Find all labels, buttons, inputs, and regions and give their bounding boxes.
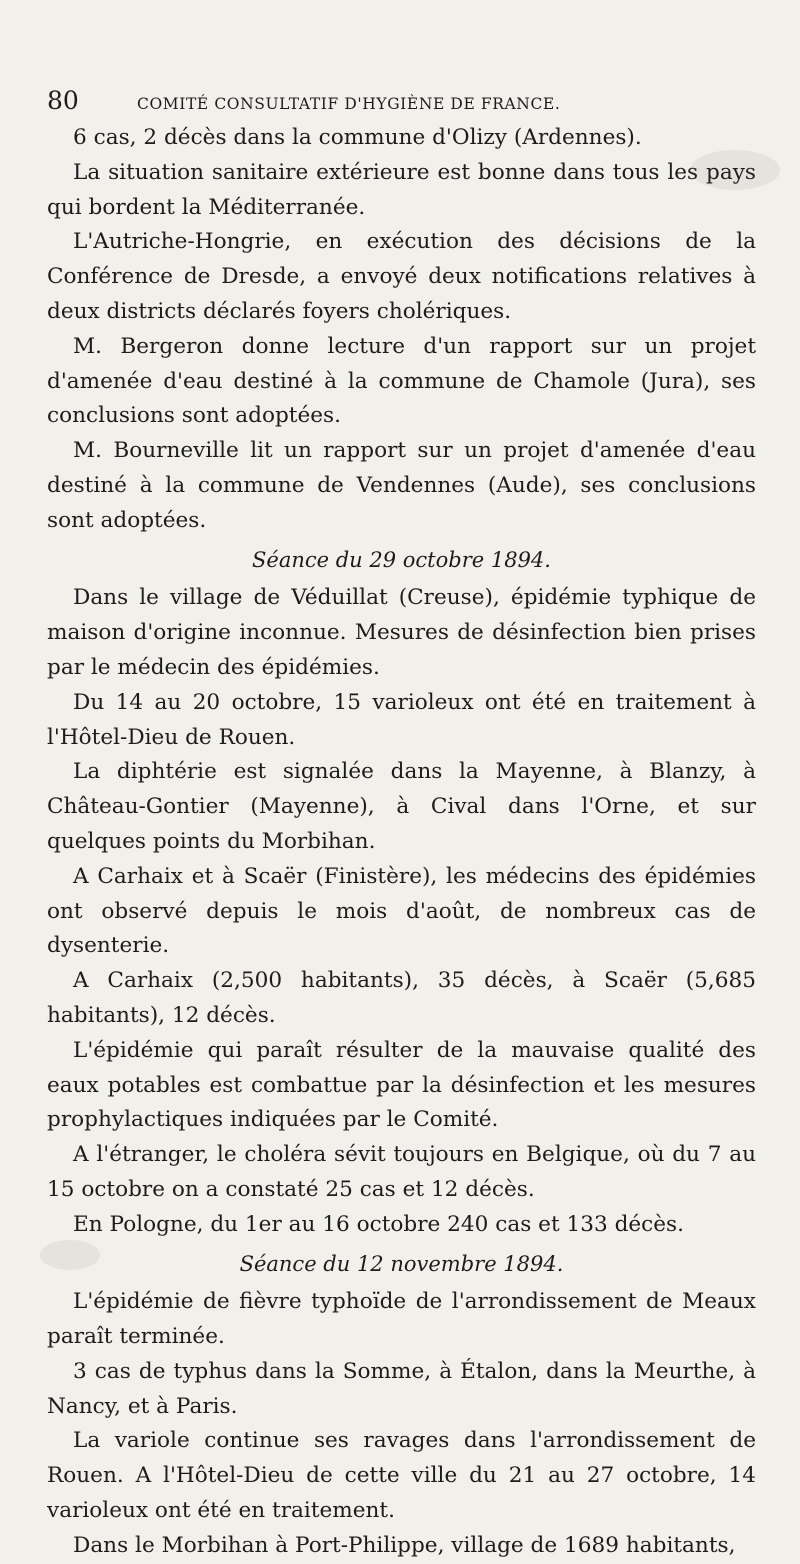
- paragraph: M. Bourneville lit un rapport sur un projet d'amenée d'eau destiné à la commune de Vendennes (Aude), ses conclusions sont adoptées.: [47, 438, 756, 533]
- paragraph: La diphtérie est signalée dans la Mayenne, à Blanzy, à Château-Gontier (Mayenne), à Cival dans l'Orne, et sur quelques points du Morbihan.: [47, 759, 756, 854]
- section-heading: Séance du 29 octobre 1894.: [252, 547, 551, 572]
- paragraph: L'Autriche-Hongrie, en exécution des décisions de la Conférence de Dresde, a envoyé deux notifications relatives à deux districts déclarés foyers cholériques.: [47, 229, 756, 324]
- paragraph: Dans le village de Véduillat (Creuse), épidémie typhique de maison d'origine inconnue. Mesures de désinfection bien prises par le médecin des épidémies.: [47, 585, 756, 680]
- paragraph: 6 cas, 2 décès dans la commune d'Olizy (Ardennes).: [73, 125, 642, 150]
- page-header: [47, 86, 756, 115]
- paragraph: 3 cas de typhus dans la Somme, à Étalon, dans la Meurthe, à Nancy, et à Paris.: [47, 1358, 756, 1419]
- paragraph: A Carhaix (2,500 habitants), 35 décès, à Scaër (5,685 habitants), 12 décès.: [47, 968, 756, 1028]
- page-number: 80: [47, 86, 79, 115]
- section-body: [47, 1285, 756, 1563]
- running-head: COMITÉ CONSULTATIF D'HYGIÈNE DE FRANCE.: [137, 95, 561, 113]
- paragraph: A Carhaix et à Scaër (Finistère), les médecins des épidémies ont observé depuis le mois d'août, de nombreux cas de dysenterie.: [47, 863, 756, 959]
- paragraph: La situation sanitaire extérieure est bonne dans tous les pays qui bordent la Méditerranée.: [47, 159, 756, 220]
- body-text-top: [47, 121, 756, 539]
- paper-stain: [40, 1240, 100, 1270]
- paragraph: A l'étranger, le choléra sévit toujours en Belgique, où du 7 au 15 octobre on a constaté 25 cas et 12 décès.: [47, 1142, 756, 1202]
- paragraph: La variole continue ses ravages dans l'arrondissement de Rouen. A l'Hôtel-Dieu de cette ville du 21 au 27 octobre, 14 varioleux ont été en traitement.: [47, 1428, 756, 1524]
- paragraph: L'épidémie de fièvre typhoïde de l'arrondissement de Meaux paraît terminée.: [47, 1289, 756, 1350]
- section-heading: Séance du 12 novembre 1894.: [239, 1251, 564, 1276]
- paper-stain: [690, 150, 780, 190]
- paragraph: M. Bergeron donne lecture d'un rapport sur un projet d'amenée d'eau destiné à la commune de Chamole (Jura), ses conclusions sont adoptées.: [47, 333, 756, 429]
- paragraph: Du 14 au 20 octobre, 15 varioleux ont été en traitement à l'Hôtel-Dieu de Rouen.: [47, 689, 756, 750]
- paragraph: Dans le Morbihan à Port-Philippe, village de 1689 habitants,: [73, 1532, 736, 1558]
- paragraph: L'épidémie qui paraît résulter de la mauvaise qualité des eaux potables est combattue par la désinfection et les mesures prophylactiques indiquées par le Comité.: [47, 1037, 756, 1133]
- section-body: [47, 581, 756, 1242]
- paragraph: En Pologne, du 1er au 16 octobre 240 cas et 133 décès.: [73, 1211, 684, 1237]
